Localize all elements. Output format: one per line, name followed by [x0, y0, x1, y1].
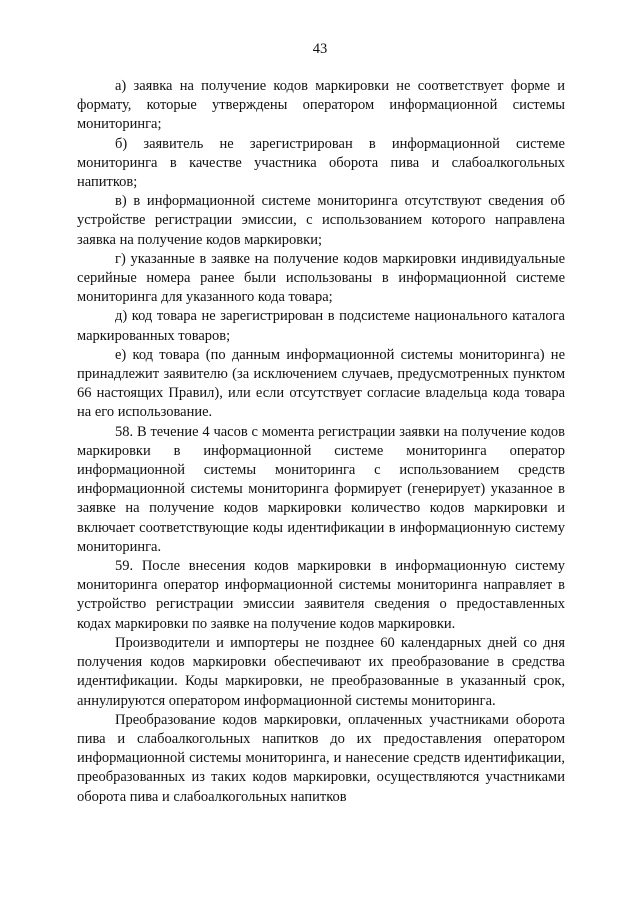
- paragraph-59: 59. После внесения кодов маркировки в информационную систему мониторинга оператор информационной системы мониторинга направляет в устройство регистрации эмиссии заявителя сведения о предоставленных кодах маркировки по заявке на получение кодов маркировки.: [77, 558, 565, 632]
- paragraph-58: 58. В течение 4 часов с момента регистрации заявки на получение кодов маркировки в информационной системе мониторинга оператор информационной системы мониторинга с использованием средств информационной системы мониторинга формирует (генерирует) указанное в заявке на получение кодов маркировки количество кодов маркировки и включает соответствующие коды идентификации в информационную систему мониторинга.: [77, 423, 565, 555]
- paragraph-b: б) заявитель не зарегистрирован в информационной системе мониторинга в качестве участника оборота пива и слабоалкогольных напитков;: [77, 135, 565, 191]
- paragraph-g: г) указанные в заявке на получение кодов маркировки индивидуальные серийные номера ранее были использованы в информационной системе мониторинга для указанного кода товара;: [77, 250, 565, 306]
- paragraph-v: в) в информационной системе мониторинга отсутствуют сведения об устройстве регистрации эмиссии, с использованием которого направлена заявка на получение кодов маркировки;: [77, 193, 565, 248]
- paragraph-conversion: Преобразование кодов маркировки, оплаченных участниками оборота пива и слабоалкогольных напитков до их предоставления оператором информационной системы мониторинга, и нанесение средств идентификации, преобразованных из таких кодов маркировки, осуществляются участниками оборота пива и слабоалкогольных напитков: [77, 711, 565, 805]
- paragraph-e: е) код товара (по данным информационной системы мониторинга) не принадлежит заявителю (за исключением случаев, предусмотренных пунктом 66 настоящих Правил), или если отсутствует согласие владельца кода товара на его использование.: [77, 346, 565, 421]
- page-number: 43: [312, 41, 328, 57]
- paragraph-a: а) заявка на получение кодов маркировки не соответствует форме и формату, которые утверждены оператором информационной системы мониторинга;: [77, 78, 565, 133]
- paragraph-producers: Производители и импортеры не позднее 60 календарных дней со дня получения кодов маркировки обеспечивают их преобразование в средства идентификации. Коды маркировки, не преобразованные в указанный срок, аннулируются оператором информационной системы мониторинга.: [77, 634, 565, 709]
- paragraph-d: д) код товара не зарегистрирован в подсистеме национального каталога маркированных товаров;: [77, 308, 565, 344]
- document-body: [77, 77, 565, 807]
